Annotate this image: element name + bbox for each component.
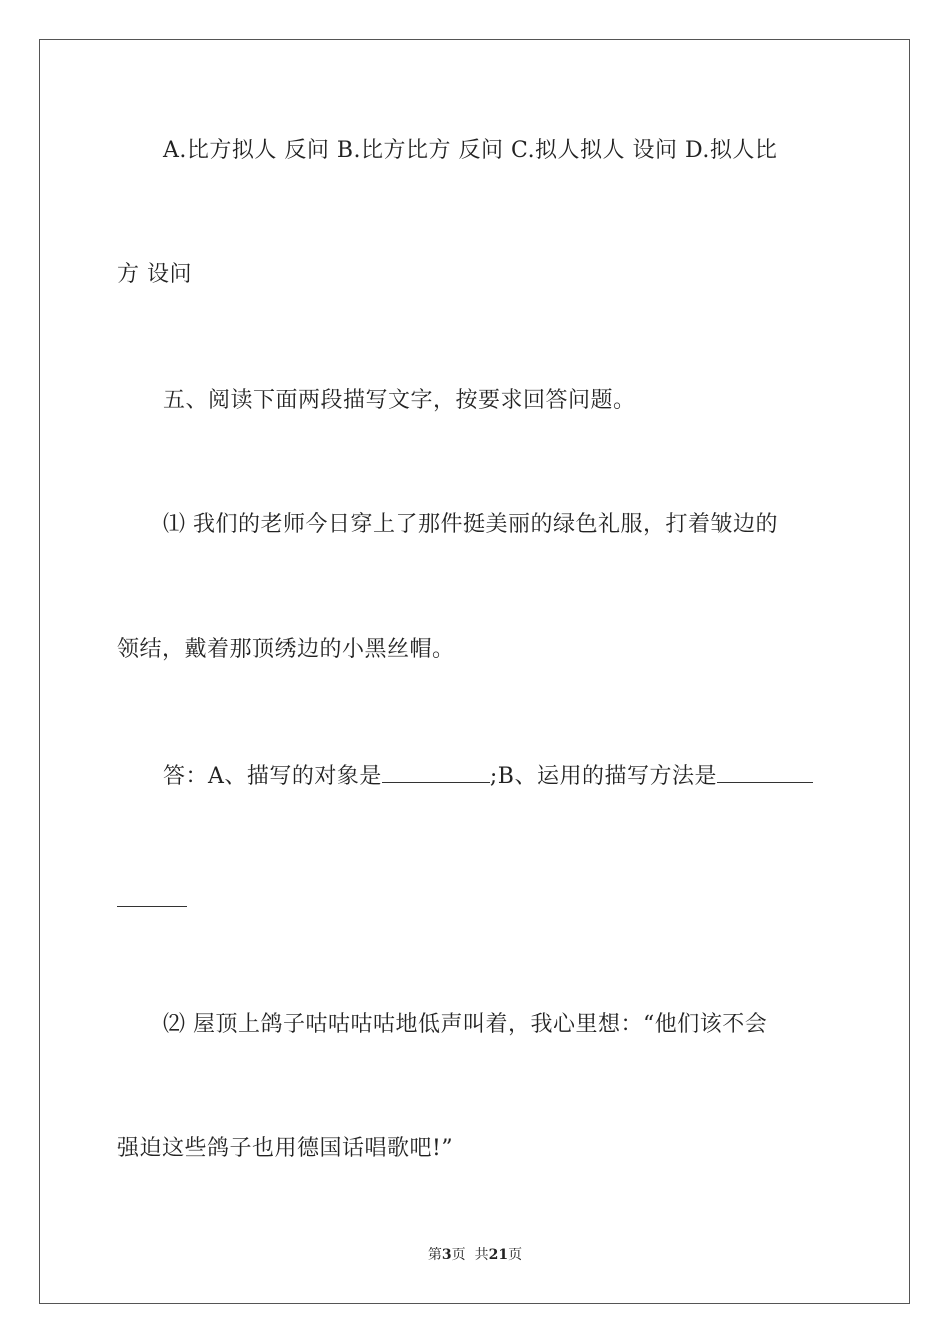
answer-blank-b[interactable] <box>717 760 813 783</box>
footer-current-page: 3 <box>441 1247 452 1263</box>
options-line-2: 方 设问 <box>117 262 192 287</box>
answer-middle: ;B、运用的描写方法是 <box>489 764 717 789</box>
answer-blank-a[interactable] <box>382 760 490 783</box>
answer-line <box>163 760 813 792</box>
footer-total-pages: 21 <box>488 1247 509 1263</box>
section-five-heading: 五、阅读下面两段描写文字，按要求回答问题。 <box>163 388 636 413</box>
options-line-1: A.比方拟人 反问 B.比方比方 反问 C.拟人拟人 设问 D.拟人比 <box>163 138 778 163</box>
page-frame <box>39 39 910 1304</box>
footer-page-suffix: 页 <box>508 1247 523 1263</box>
passage-2-line-2: 强迫这些鸽子也用德国话唱歌吧!” <box>117 1136 454 1161</box>
answer-continuation <box>117 884 187 916</box>
passage-1-line-2: 领结，戴着那顶绣边的小黑丝帽。 <box>117 637 455 662</box>
passage-2-line-1: ⑵ 屋顶上鸽子咕咕咕咕地低声叫着，我心里想：“他们该不会 <box>163 1012 768 1037</box>
answer-prefix: 答：A、描写的对象是 <box>163 764 382 789</box>
page-footer <box>0 1246 950 1264</box>
footer-page-mid: 页 共 <box>451 1247 489 1263</box>
footer-page-prefix: 第 <box>427 1247 442 1263</box>
answer-blank-b-continued[interactable] <box>117 884 187 907</box>
passage-1-line-1: ⑴ 我们的老师今日穿上了那件挺美丽的绿色礼服，打着皱边的 <box>163 512 778 537</box>
